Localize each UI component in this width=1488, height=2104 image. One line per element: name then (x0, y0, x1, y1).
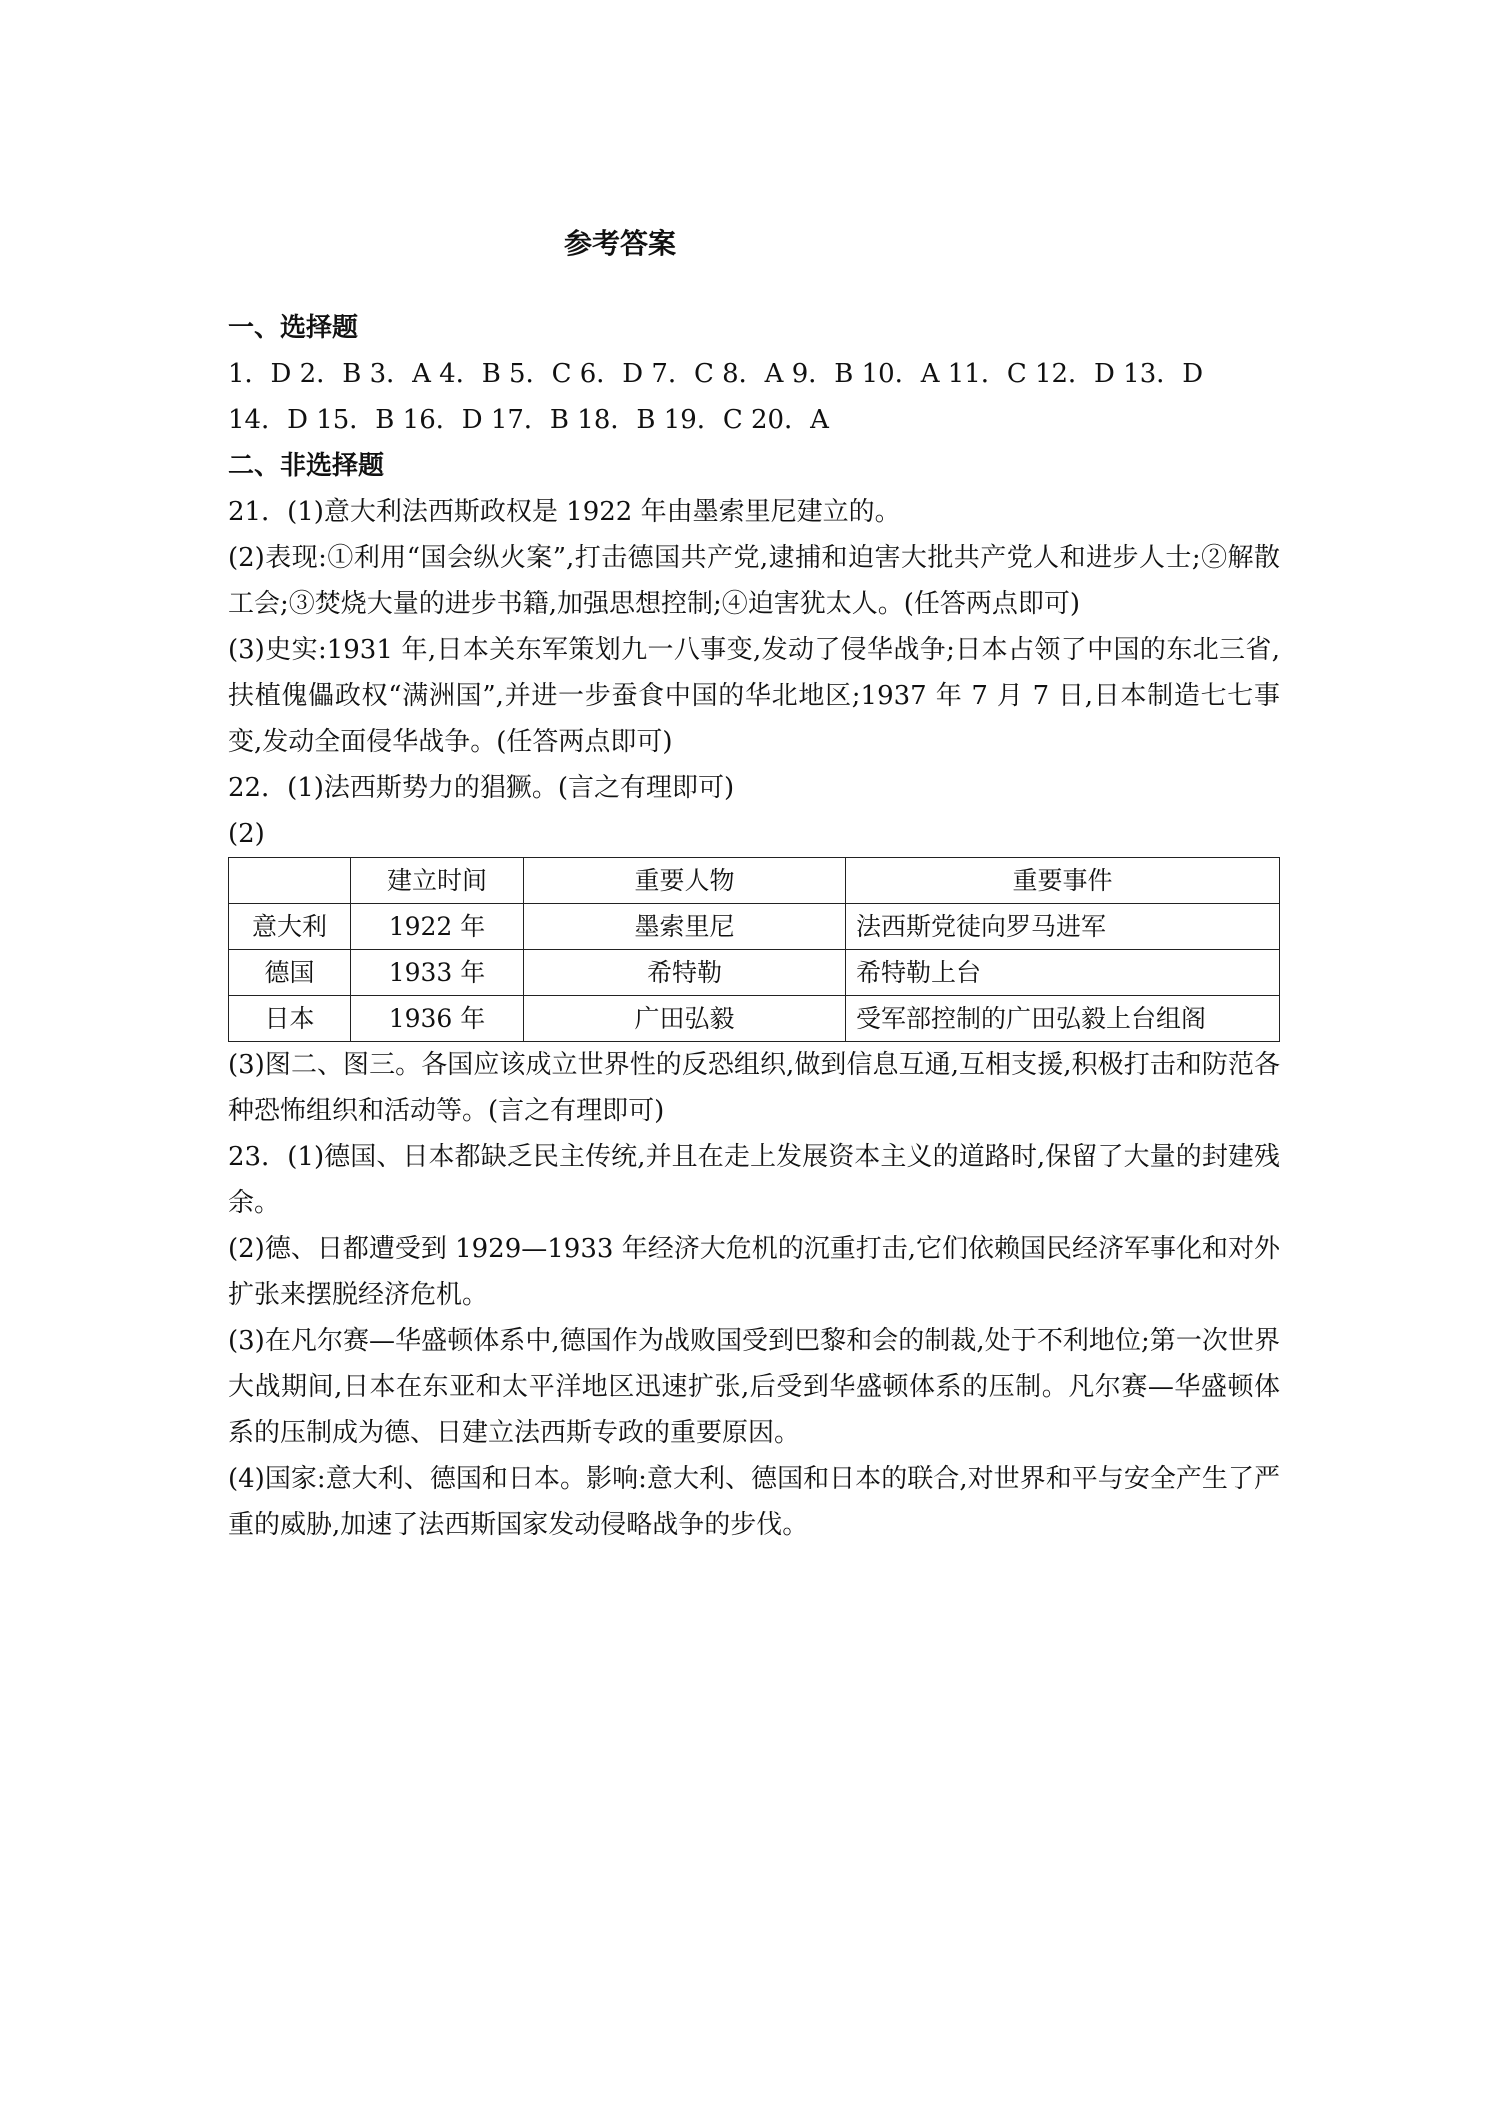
table-cell: 德国 (229, 950, 351, 996)
q21-part3: (3)史实:1931 年,日本关东军策划九一八事变,发动了侵华战争;日本占领了中国的东北三省,扶植傀儡政权“满洲国”,并进一步蚕食中国的华北地区;1937 年 7 月 7 日,日本制造七七事变,发动全面侵华战争。(任答两点即可) (228, 635, 1280, 757)
table-header-cell (229, 858, 351, 904)
table-header-row (229, 858, 1280, 904)
fascist-regimes-table (228, 857, 1280, 1042)
answer-content (228, 305, 1280, 1548)
q22-part3: (3)图二、图三。各国应该成立世界性的反恐组织,做到信息互通,互相支援,积极打击和防范各种恐怖组织和活动等。(言之有理即可) (228, 1050, 1280, 1126)
q23-part1: 23．(1)德国、日本都缺乏民主传统,并且在走上发展资本主义的道路时,保留了大量的封建残余。 (228, 1142, 1280, 1218)
table-cell: 法西斯党徒向罗马进军 (846, 904, 1280, 950)
table-cell: 希特勒 (524, 950, 846, 996)
table-header-cell: 重要人物 (524, 858, 846, 904)
table-cell: 日本 (229, 996, 351, 1042)
table-header-cell: 建立时间 (351, 858, 524, 904)
q23-part3: (3)在凡尔赛—华盛顿体系中,德国作为战败国受到巴黎和会的制裁,处于不利地位;第一次世界大战期间,日本在东亚和太平洋地区迅速扩张,后受到华盛顿体系的压制。凡尔赛—华盛顿体系的压制成为德、日建立法西斯专政的重要原因。 (228, 1326, 1280, 1448)
section-heading-choice: 一、选择题 (228, 313, 359, 343)
q21-part2: (2)表现:①利用“国会纵火案”,打击德国共产党,逮捕和迫害大批共产党人和进步人士;②解散工会;③焚烧大量的进步书籍,加强思想控制;④迫害犹太人。(任答两点即可) (228, 543, 1280, 619)
table-cell: 1922 年 (351, 904, 524, 950)
choice-answers-line-1: 1．D 2．B 3．A 4．B 5．C 6．D 7．C 8．A 9．B 10．A 11．C 12．D 13．D (228, 359, 1204, 389)
q23-part2: (2)德、日都遭受到 1929—1933 年经济大危机的沉重打击,它们依赖国民经济军事化和对外扩张来摆脱经济危机。 (228, 1234, 1280, 1310)
table-cell: 希特勒上台 (846, 950, 1280, 996)
table-cell: 意大利 (229, 904, 351, 950)
q21-part1: 21．(1)意大利法西斯政权是 1922 年由墨索里尼建立的。 (228, 497, 901, 527)
section-heading-nonchoice: 二、非选择题 (228, 451, 385, 481)
q22-part1: 22．(1)法西斯势力的猖獗。(言之有理即可) (228, 773, 735, 803)
table-header-cell: 重要事件 (846, 858, 1280, 904)
q23-part4: (4)国家:意大利、德国和日本。影响:意大利、德国和日本的联合,对世界和平与安全产生了严重的威胁,加速了法西斯国家发动侵略战争的步伐。 (228, 1464, 1280, 1540)
table-cell: 1936 年 (351, 996, 524, 1042)
table-cell: 墨索里尼 (524, 904, 846, 950)
table-row (229, 904, 1280, 950)
table-cell: 1933 年 (351, 950, 524, 996)
table-row (229, 996, 1280, 1042)
table-cell: 受军部控制的广田弘毅上台组阁 (846, 996, 1280, 1042)
q22-part2-label: (2) (228, 819, 265, 849)
table-row (229, 950, 1280, 996)
choice-answers-line-2: 14．D 15．B 16．D 17．B 18．B 19．C 20．A (228, 405, 829, 435)
table-cell: 广田弘毅 (524, 996, 846, 1042)
page-title: 参考答案 (563, 227, 676, 260)
